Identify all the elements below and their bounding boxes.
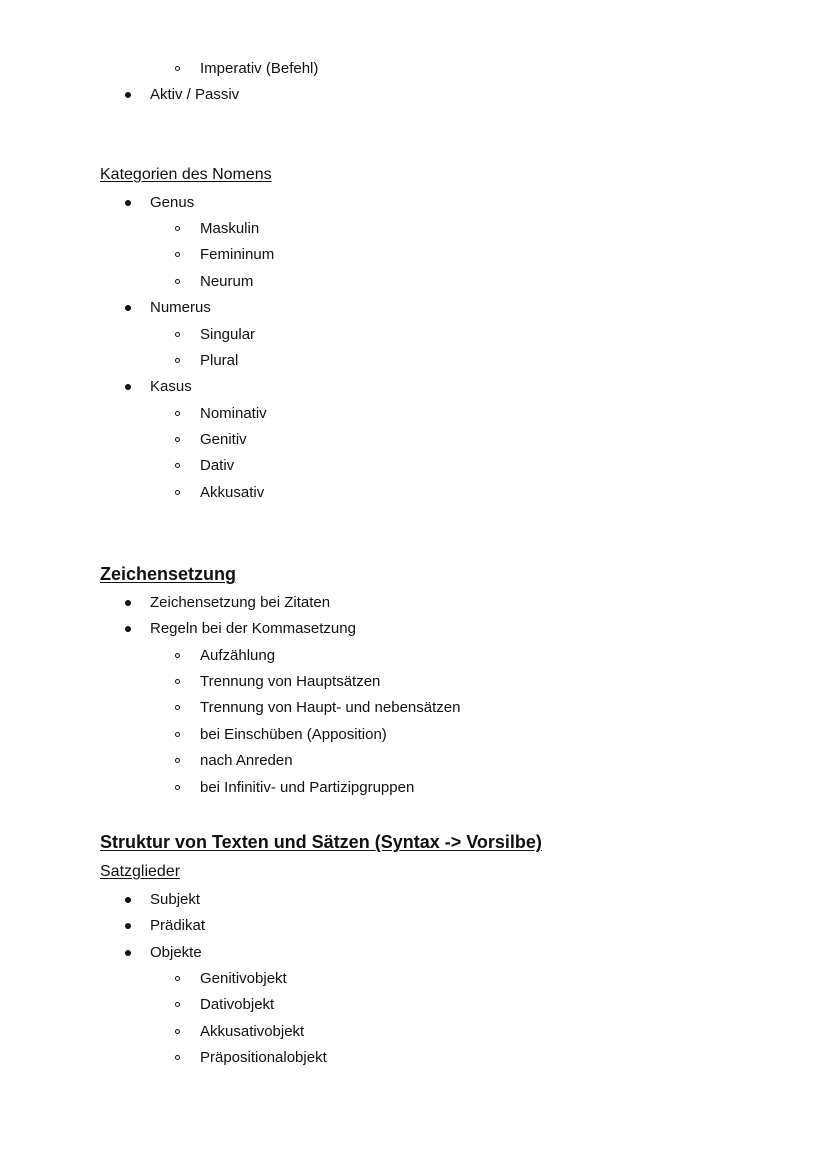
bullet-circle-icon [175,463,180,468]
bullet-circle-icon [175,1002,180,1007]
list-item: Genitiv [200,431,247,448]
bullet-circle-icon [175,653,180,658]
list-item: Präpositionalobjekt [200,1049,327,1066]
list-item: Dativobjekt [200,996,275,1013]
bullet-circle-icon [175,732,180,737]
list-item: Akkusativobjekt [200,1023,305,1040]
bullet-circle-icon [175,358,180,363]
list-item: Nominativ [200,405,267,422]
bullet-dot-icon [125,950,131,956]
bullet-circle-icon [175,332,180,337]
list-item: bei Infinitiv- und Partizipgruppen [200,779,415,796]
list-item-numerus: Numerus [150,299,211,316]
bullet-circle-icon [175,785,180,790]
bullet-circle-icon [175,437,180,442]
list-item: Neurum [200,273,254,290]
bullet-circle-icon [175,490,180,495]
bullet-circle-icon [175,679,180,684]
list-item-subjekt: Subjekt [150,891,201,908]
section-title-nomen: Kategorien des Nomens [100,166,272,183]
bullet-circle-icon [175,1055,180,1060]
bullet-circle-icon [175,1029,180,1034]
list-item: Akkusativ [200,484,265,501]
bullet-dot-icon [125,200,131,206]
list-item: Dativ [200,457,235,474]
list-item-kommasetzung: Regeln bei der Kommasetzung [150,620,356,637]
list-item-objekte: Objekte [150,944,202,961]
list-item: nach Anreden [200,752,293,769]
bullet-dot-icon [125,897,131,903]
bullet-circle-icon [175,226,180,231]
bullet-dot-icon [125,384,131,390]
bullet-circle-icon [175,705,180,710]
list-item-aktiv-passiv: Aktiv / Passiv [150,86,240,103]
list-item: Genitivobjekt [200,970,287,987]
list-item: Singular [200,326,256,343]
list-item-genus: Genus [150,194,195,211]
section-title-satzglieder: Satzglieder [100,863,181,880]
bullet-dot-icon [125,600,131,606]
list-item: Trennung von Haupt- und nebensätzen [200,699,461,716]
list-item: Maskulin [200,220,260,237]
bullet-dot-icon [125,305,131,311]
bullet-dot-icon [125,923,131,929]
list-item-imperativ: Imperativ (Befehl) [200,60,319,77]
bullet-circle-icon [175,411,180,416]
section-heading-struktur: Struktur von Texten und Sätzen (Syntax -> Vorsilbe) [100,832,542,852]
list-item-zitate: Zeichensetzung bei Zitaten [150,594,331,611]
bullet-circle-icon [175,66,180,71]
list-item: bei Einschüben (Apposition) [200,726,387,743]
list-item: Femininum [200,246,275,263]
list-item-kasus: Kasus [150,378,192,395]
list-item: Plural [200,352,239,369]
bullet-circle-icon [175,976,180,981]
bullet-circle-icon [175,758,180,763]
list-item: Trennung von Hauptsätzen [200,673,381,690]
bullet-dot-icon [125,626,131,632]
section-heading-zeichensetzung: Zeichensetzung [100,564,237,584]
bullet-circle-icon [175,279,180,284]
list-item-praedikat: Prädikat [150,917,206,934]
list-item: Aufzählung [200,647,276,664]
bullet-dot-icon [125,92,131,98]
bullet-circle-icon [175,252,180,257]
